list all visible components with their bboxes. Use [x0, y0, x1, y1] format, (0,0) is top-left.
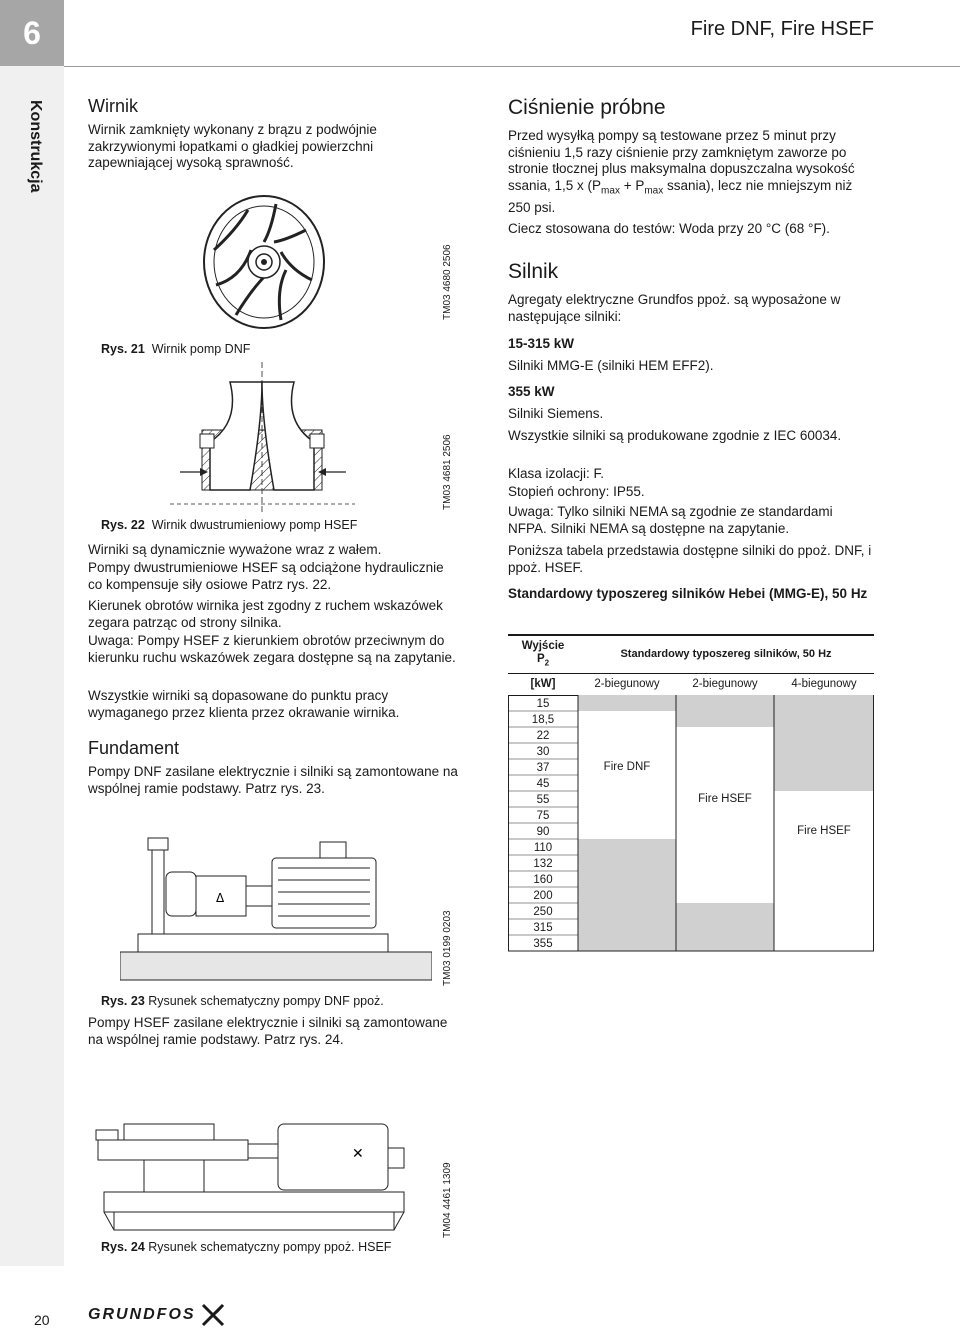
figure-24-caption	[101, 1240, 391, 1254]
fundament-heading: Fundament	[88, 738, 180, 758]
table-header-output	[508, 640, 578, 669]
fundament-hsef-text: Pompy HSEF zasilane elektrycznie i silniki są zamontowane na wspólnej ramie podstawy. Patrz rys. 24.	[88, 1015, 448, 1047]
table-header-output-symbol: P	[536, 653, 545, 665]
grey-cell-hsef-a-top	[676, 695, 774, 727]
table-row-kw: 200	[533, 890, 553, 902]
nema-note-text: Uwaga: Tylko silniki NEMA są zgodnie ze standardami NFPA. Silniki NEMA są dostępne na zapytanie.	[508, 504, 833, 536]
chapter-number: 6	[0, 0, 64, 66]
grey-cell-hsef-a-bottom	[676, 903, 774, 951]
table-row-kw: 160	[533, 874, 553, 886]
cisnienie-text-a: Przed wysyłką pompy są testowane przez 5 minut przy ciśnieniu 1,5 razy ciśnienie przy zamkniętym zaworze po stronie tłocznej plus maksymalna dopuszczalna wysokość ssania, 1,5 x (P	[508, 128, 855, 193]
figure-22-label: Rys. 22	[101, 518, 145, 532]
test-liquid-text: Ciecz stosowana do testów: Woda przy 20 °C (68 °F).	[508, 221, 830, 236]
figure-21-label: Rys. 21	[101, 342, 145, 356]
cisnienie-text	[508, 128, 873, 216]
cisnienie-text-b: ssania), lecz nie mniejszym niż 250 psi.	[508, 177, 853, 215]
iec-text: Wszystkie silniki są produkowane zgodnie z IEC 60034.	[508, 428, 842, 443]
cisnienie-heading: Ciśnienie próbne	[508, 96, 666, 119]
protection-class-text: Stopień ochrony: IP55.	[508, 484, 645, 499]
table-intro-text: Poniższa tabela przedstawia dostępne silniki do ppoż. DNF, i ppoż. HSEF.	[508, 543, 872, 575]
silnik-heading: Silnik	[508, 260, 559, 283]
figure-21-text: Wirnik pomp DNF	[151, 342, 251, 356]
table-unit-header: [kW]	[530, 678, 556, 690]
table-subhead-2: 2-biegunowy	[692, 678, 758, 690]
table-row-kw: 250	[533, 906, 553, 918]
table-row-kw: 45	[536, 778, 550, 790]
sidebar-section-label: Konstrukcja	[27, 100, 44, 193]
header-rule	[64, 66, 960, 67]
table-row-kw: 110	[533, 842, 553, 854]
grundfos-x-icon	[200, 1302, 226, 1328]
motor-table-title: Standardowy typoszereg silników Hebei (MMG-E), 50 Hz	[508, 586, 868, 601]
table-subhead-1: 2-biegunowy	[594, 678, 660, 690]
table-header-span: Standardowy typoszereg silników, 50 Hz	[620, 648, 832, 660]
grey-cell-hsef-b-top	[774, 695, 874, 791]
figure-23-code: TM03 0199 0203	[442, 910, 453, 986]
table-top-rule	[508, 634, 874, 636]
wirnik-heading: Wirnik	[88, 96, 138, 116]
figure-22-text: Wirnik dwustrumieniowy pomp HSEF	[151, 518, 358, 532]
power-range-1: 15-315 kW	[508, 336, 575, 351]
table-row-kw: 15	[536, 698, 550, 710]
subscript-max-1: max	[601, 185, 620, 197]
figure-21-code: TM03 4680 2506	[442, 244, 453, 320]
table-row-kw: 22	[536, 730, 550, 742]
table-row-kw: 18,5	[531, 714, 555, 726]
wirnik-text: Wirnik zamknięty wykonany z brązu z podwójnie zakrzywionymi łopatkami o gładkiej powierzchni zapewniającej wysoką sprawność.	[88, 122, 377, 170]
table-subhead-3: 4-biegunowy	[791, 678, 857, 690]
figure-21-caption	[101, 342, 250, 356]
table-row-kw: 55	[536, 794, 550, 806]
table-header-output-sub: 2	[544, 658, 550, 668]
dnf-pump-drawing	[120, 832, 432, 982]
grey-cell-dnf-bottom	[578, 839, 676, 951]
power-range-2-text: Silniki Siemens.	[508, 406, 604, 421]
figure-24-text: Rysunek schematyczny pompy ppoż. HSEF	[148, 1240, 392, 1254]
insulation-class-text: Klasa izolacji: F.	[508, 466, 605, 481]
figure-23-label: Rys. 23	[101, 994, 145, 1008]
silnik-intro: Agregaty elektryczne Grundfos ppoż. są wyposażone w następujące silniki:	[508, 292, 841, 324]
page-number: 20	[34, 1312, 50, 1328]
plus-sign: + P	[619, 177, 645, 193]
grey-cell-dnf-top	[578, 695, 676, 711]
sidebar	[0, 66, 64, 1266]
grundfos-logo-text: GRUNDFOS	[88, 1306, 196, 1323]
table-header-output-label: Wyjście	[521, 640, 565, 652]
figure-22-code: TM03 4681 2506	[442, 434, 453, 510]
table-label-fire-hsef-4pole: Fire HSEF	[797, 825, 851, 837]
table-row-kw: 37	[536, 762, 550, 774]
fundament-dnf-text: Pompy DNF zasilane elektrycznie i silniki są zamontowane na wspólnej ramie podstawy. Patrz rys. 23.	[88, 764, 458, 796]
impeller-hsef-drawing	[170, 362, 355, 514]
subscript-max-2: max	[644, 185, 664, 197]
svg-text:✕: ✕	[352, 1146, 364, 1162]
figure-24-code: TM04 4461 1309	[442, 1162, 453, 1238]
impeller-dnf-drawing	[196, 190, 326, 340]
table-row-kw: 132	[533, 858, 553, 870]
table-row-kw: 355	[533, 938, 553, 950]
figure-22-caption	[101, 518, 357, 532]
axial-forces-text: Pompy dwustrumieniowe HSEF są odciążone hydraulicznie co kompensuje siły osiowe Patrz rys. 22.	[88, 560, 444, 592]
figure-24-label: Rys. 24	[101, 1240, 145, 1254]
table-row-kw: 315	[533, 922, 553, 934]
figure-23-caption	[101, 994, 384, 1008]
table-label-fire-dnf: Fire DNF	[603, 761, 651, 773]
balancing-text: Wirniki są dynamicznie wyważone wraz z wałem.	[88, 542, 382, 557]
power-range-1-text: Silniki MMG-E (silniki HEM EFF2).	[508, 358, 714, 373]
table-label-fire-hsef-2pole: Fire HSEF	[698, 793, 752, 805]
rotation-text: Kierunek obrotów wirnika jest zgodny z ruchem wskazówek zegara patrząc od strony silnika.	[88, 598, 443, 630]
trimming-text: Wszystkie wirniki są dopasowane do punktu pracy wymaganego przez klienta przez okrawanie wirnika.	[88, 688, 400, 720]
hsef-pump-drawing	[94, 1110, 420, 1236]
rotation-note-text: Uwaga: Pompy HSEF z kierunkiem obrotów przeciwnym do kierunku ruchu wskazówek zegara dostępne są na zapytanie.	[88, 633, 456, 665]
table-row-kw: 75	[536, 810, 550, 822]
grundfos-logo	[88, 1302, 226, 1328]
svg-text:Δ: Δ	[216, 891, 225, 905]
page-header-title: Fire DNF, Fire HSEF	[690, 18, 874, 40]
table-row-kw: 30	[536, 746, 550, 758]
table-header-rule	[508, 673, 874, 674]
table-row-kw: 90	[536, 826, 550, 838]
power-range-2: 355 kW	[508, 384, 555, 399]
figure-23-text: Rysunek schematyczny pompy DNF ppoż.	[148, 994, 384, 1008]
